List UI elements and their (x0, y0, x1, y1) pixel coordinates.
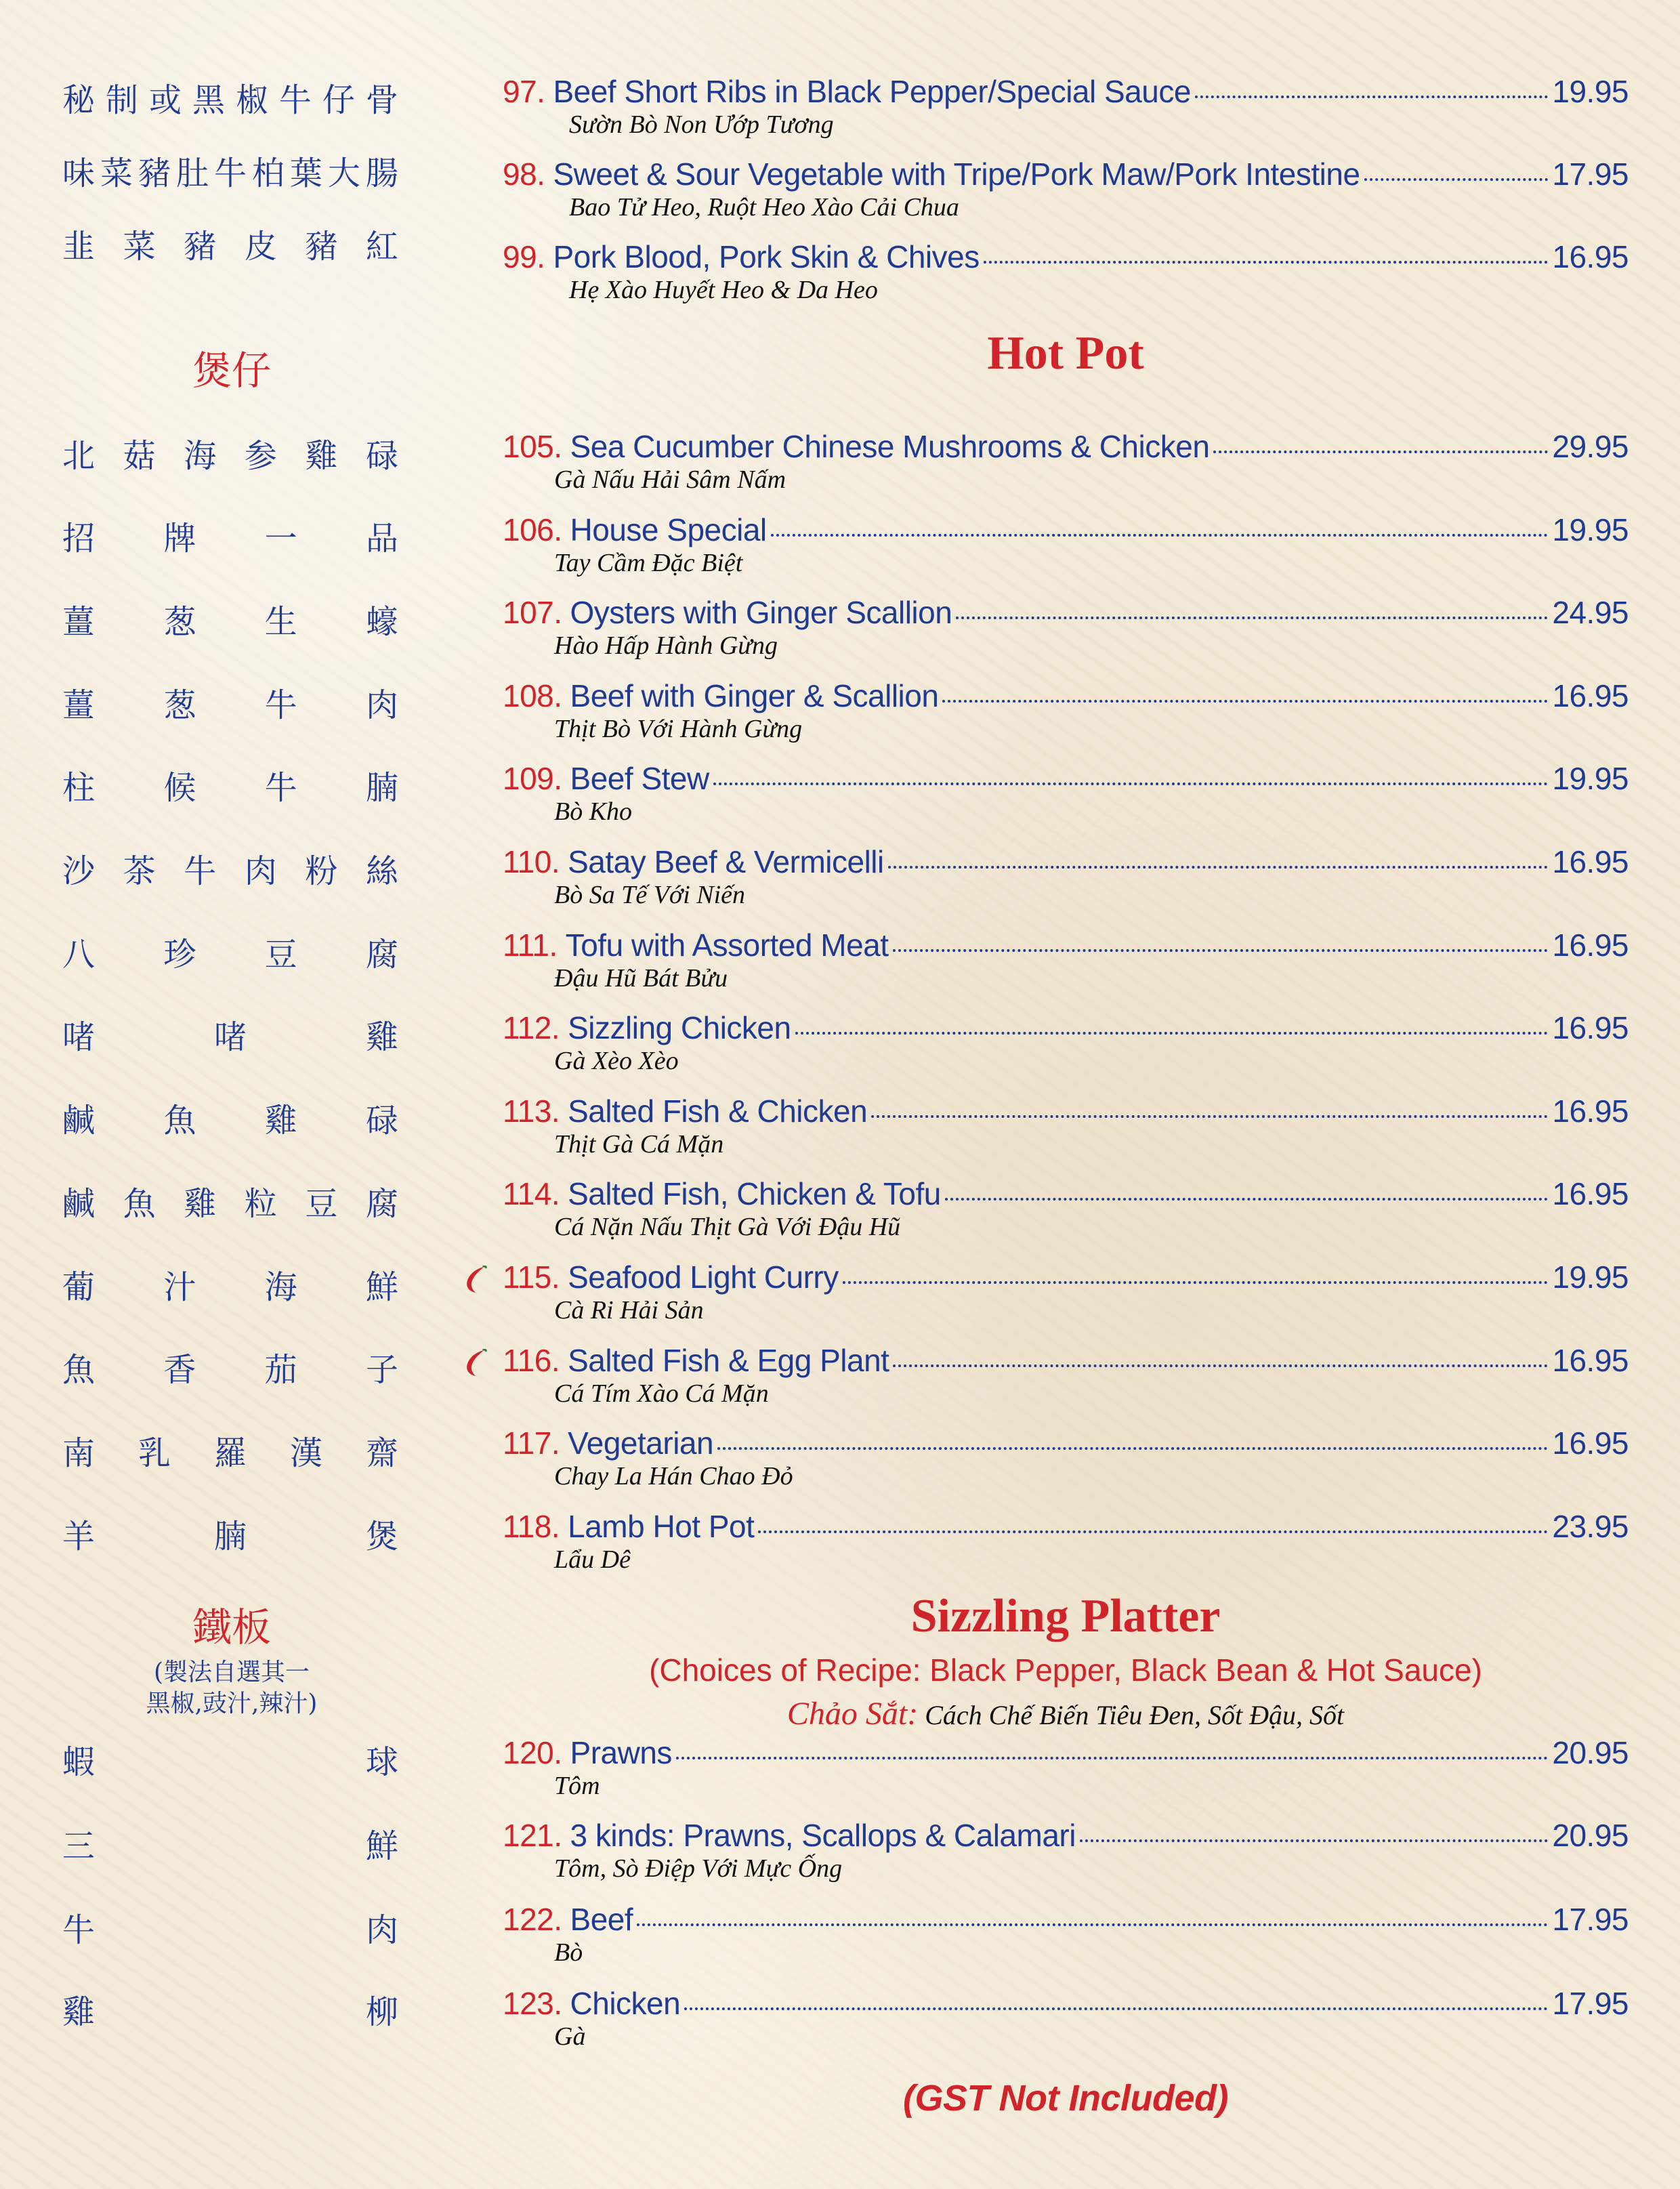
menu-item-number: 122. (503, 1902, 562, 1937)
chinese-character: 豬 (305, 227, 338, 266)
chinese-character: 香 (163, 1351, 196, 1390)
chinese-character: 蝦 (62, 1743, 96, 1781)
sizzling-viet-text: Cách Chế Biến Tiêu Đen, Sốt Đậu, Sốt (925, 1700, 1345, 1730)
chinese-character: 薑 (62, 686, 96, 724)
chinese-character: 肉 (365, 1911, 398, 1949)
chinese-character: 紅 (365, 227, 398, 266)
menu-item-number: 98. (503, 157, 545, 192)
chinese-dish-name (62, 1007, 398, 1062)
menu-item-price: 17.95 (1552, 1986, 1629, 2021)
chinese-dish-name (62, 675, 398, 729)
menu-item-number: 97. (503, 74, 545, 109)
chinese-character: 雞 (365, 1018, 398, 1057)
menu-item-number: 108. (503, 677, 562, 713)
chinese-character: 骨 (365, 81, 398, 119)
menu-item-line (503, 1985, 1629, 2026)
chinese-character: 茶 (123, 852, 156, 890)
chinese-character: 漢 (289, 1434, 322, 1472)
menu-item-number: 123. (503, 1986, 562, 2021)
chinese-character: 腸 (365, 154, 398, 192)
dot-leader (945, 1198, 1549, 1201)
chinese-character: 北 (62, 436, 96, 475)
menu-item-name: Beef with Ginger & Scallion (570, 677, 939, 713)
menu-item-line (503, 1425, 1629, 1465)
menu-item-line (503, 1175, 1629, 1216)
menu-item-vietnamese-name: Hẹ Xào Huyết Heo & Da Heo (569, 276, 878, 304)
chinese-character: 魚 (62, 1351, 96, 1390)
menu-item-vietnamese-name: Cá Tím Xào Cá Mặn (554, 1379, 769, 1408)
chinese-character: 大 (327, 154, 360, 192)
menu-item-vietnamese-name: Thịt Gà Cá Mặn (554, 1129, 724, 1159)
menu-item (503, 512, 1629, 578)
menu-item (503, 1734, 1629, 1801)
chinese-character: 菇 (123, 436, 156, 475)
chinese-heading-hotpot: 煲仔 (192, 348, 271, 394)
chinese-character: 制 (105, 81, 138, 119)
menu-item-price: 16.95 (1552, 1093, 1629, 1129)
chinese-dish-name (62, 1982, 398, 2036)
menu-item-number: 106. (503, 512, 562, 547)
menu-item-name: Prawns (570, 1735, 672, 1770)
chinese-character: 魚 (163, 1102, 196, 1140)
menu-item (503, 1175, 1629, 1242)
chinese-character: 豬 (138, 154, 171, 192)
chinese-character: 薑 (62, 602, 96, 641)
menu-item-price: 19.95 (1552, 74, 1629, 109)
chinese-character: 仔 (322, 81, 355, 119)
menu-item (503, 1259, 1629, 1325)
chinese-character: 韭 (62, 227, 96, 266)
chinese-character: 子 (365, 1351, 398, 1390)
chinese-character: 肉 (244, 852, 277, 890)
chinese-character: 腩 (365, 769, 398, 808)
dot-leader (758, 1530, 1548, 1533)
chinese-character: 羅 (213, 1434, 247, 1472)
chinese-character: 球 (365, 1743, 398, 1781)
chinese-character: 乳 (138, 1434, 171, 1472)
menu-item-vietnamese-name: Chay La Hán Chao Đỏ (554, 1462, 793, 1491)
chinese-character: 雞 (184, 1184, 217, 1223)
chinese-character: 汁 (163, 1268, 196, 1306)
chinese-character: 啫 (62, 1018, 96, 1057)
menu-item (503, 428, 1629, 495)
menu-item-number: 114. (503, 1176, 560, 1212)
chinese-character: 一 (264, 520, 297, 558)
chinese-dish-name (62, 1091, 398, 1145)
menu-item-line (503, 156, 1629, 196)
menu-item-name: Beef Stew (570, 761, 709, 797)
chinese-character: 腐 (365, 935, 398, 974)
menu-item (503, 1342, 1629, 1409)
dot-leader (1195, 96, 1548, 98)
chinese-character: 牛 (264, 769, 297, 808)
chinese-dish-name (62, 216, 398, 270)
dot-leader (984, 261, 1549, 264)
chinese-character: 鹹 (62, 1102, 96, 1140)
chinese-character: 候 (163, 769, 196, 808)
menu-item-price: 16.95 (1552, 844, 1629, 879)
chinese-character: 牛 (62, 1911, 96, 1949)
menu-item (503, 156, 1629, 222)
chinese-character: 味 (62, 154, 96, 192)
chinese-dish-name (62, 1257, 398, 1311)
menu-item-line (503, 1093, 1629, 1133)
menu-item (503, 1009, 1629, 1076)
chinese-sizzling-note-1: (製法自選其一 (153, 1659, 310, 1686)
menu-item-vietnamese-name: Tôm, Sò Điệp Với Mực Ống (554, 1854, 843, 1883)
chinese-character: 齋 (365, 1434, 398, 1472)
menu-item-number: 109. (503, 761, 562, 797)
chinese-character: 豆 (305, 1184, 338, 1223)
dot-leader (893, 949, 1549, 952)
chinese-dish-name (62, 425, 398, 480)
dot-leader (637, 1923, 1548, 1926)
sizzling-section-title: Sizzling Platter (910, 1590, 1221, 1642)
dot-leader (1364, 178, 1549, 181)
menu-item-number: 121. (503, 1818, 562, 1853)
menu-item-price: 19.95 (1552, 761, 1629, 797)
dot-leader (713, 783, 1549, 785)
chinese-character: 柱 (62, 769, 96, 808)
menu-item (503, 1901, 1629, 1967)
menu-item-name: Oysters with Ginger Scallion (570, 595, 952, 631)
menu-item-price: 19.95 (1552, 512, 1629, 547)
chinese-character: 生 (264, 602, 297, 641)
menu-item-price: 20.95 (1552, 1818, 1629, 1853)
dot-leader (771, 534, 1549, 537)
menu-item (503, 677, 1629, 744)
chinese-character: 肉 (365, 686, 398, 724)
menu-item (503, 594, 1629, 661)
menu-item-price: 19.95 (1552, 1259, 1629, 1295)
menu-item-name: Sweet & Sour Vegetable with Tripe/Pork Maw/Pork Intestine (553, 157, 1360, 192)
menu-item-name: Lamb Hot Pot (568, 1508, 755, 1544)
chinese-dish-name (62, 509, 398, 563)
chinese-character: 鮮 (365, 1268, 398, 1306)
chinese-character: 碌 (365, 436, 398, 475)
dot-leader (795, 1032, 1549, 1035)
chinese-dish-name (62, 841, 398, 896)
menu-item-name: 3 kinds: Prawns, Scallops & Calamari (570, 1818, 1076, 1853)
sizzling-recipe-note: (Choices of Recipe: Black Pepper, Black Bean & Hot Sauce) (649, 1652, 1482, 1688)
chinese-character: 品 (365, 520, 398, 558)
chinese-character: 牛 (278, 81, 312, 119)
chinese-dish-name (62, 70, 398, 124)
menu-item-name: Tofu with Assorted Meat (565, 927, 889, 963)
menu-item-vietnamese-name: Bò Sa Tế Với Niến (554, 881, 746, 909)
menu-item-vietnamese-name: Bò (554, 1938, 583, 1967)
chinese-character: 葱 (163, 602, 196, 641)
menu-item-line (503, 1009, 1629, 1050)
chinese-character: 腩 (213, 1517, 247, 1556)
chinese-dish-name (62, 1732, 398, 1786)
menu-item-name: Seafood Light Curry (568, 1259, 839, 1295)
gst-note: (GST Not Included) (903, 2078, 1228, 2119)
menu-item-line (503, 1734, 1629, 1775)
menu-item-number: 99. (503, 239, 545, 274)
chili-pepper-icon (463, 1266, 488, 1294)
chinese-character: 絲 (365, 852, 398, 890)
chinese-character: 煲 (365, 1517, 398, 1556)
menu-item (503, 238, 1629, 305)
menu-item (503, 1985, 1629, 2051)
dot-leader (871, 1115, 1548, 1118)
chinese-dish-name (62, 1506, 398, 1560)
menu-item-price: 29.95 (1552, 429, 1629, 464)
menu-item-name: Satay Beef & Vermicelli (568, 844, 884, 879)
chinese-character: 豬 (184, 227, 217, 266)
menu-item-price: 16.95 (1552, 677, 1629, 713)
chinese-dish-name (62, 1423, 398, 1477)
menu-item-price: 17.95 (1552, 1902, 1629, 1937)
menu-item-line (503, 1342, 1629, 1383)
menu-item-line (503, 512, 1629, 552)
menu-item-vietnamese-name: Tay Cầm Đặc Biệt (554, 548, 743, 577)
chinese-character: 鮮 (365, 1827, 398, 1865)
menu-item-name: Pork Blood, Pork Skin & Chives (553, 239, 980, 274)
menu-item (503, 1425, 1629, 1491)
sizzling-viet-label: Chảo Sắt: (786, 1696, 919, 1732)
menu-item (503, 1508, 1629, 1575)
chinese-character: 葡 (62, 1268, 96, 1306)
menu-item-number: 120. (503, 1735, 562, 1770)
menu-item-number: 112. (503, 1010, 560, 1046)
chinese-dish-name (62, 143, 398, 197)
chinese-character: 柳 (365, 1993, 398, 2031)
chinese-character: 羊 (62, 1517, 96, 1556)
menu-item-line (503, 428, 1629, 469)
menu-item-vietnamese-name: Bao Tử Heo, Ruột Heo Xào Cải Chua (569, 193, 959, 222)
chinese-character: 豆 (264, 935, 297, 974)
menu-item-number: 116. (503, 1342, 560, 1378)
menu-item-name: Sizzling Chicken (568, 1010, 791, 1046)
menu-item-number: 115. (503, 1259, 560, 1295)
menu-item-line (503, 73, 1629, 114)
menu-item-price: 23.95 (1552, 1508, 1629, 1544)
chinese-character: 鹹 (62, 1184, 96, 1223)
chinese-dish-name (62, 591, 398, 646)
menu-item-line (503, 1901, 1629, 1942)
menu-item (503, 1817, 1629, 1883)
dot-leader (717, 1447, 1548, 1450)
menu-item-vietnamese-name: Đậu Hũ Bát Bửu (554, 963, 728, 993)
menu-item-vietnamese-name: Gà (554, 2022, 586, 2051)
chinese-character: 牌 (163, 520, 196, 558)
chinese-dish-name (62, 1816, 398, 1870)
chinese-character: 雞 (62, 1993, 96, 2031)
menu-item-price: 16.95 (1552, 239, 1629, 274)
menu-item-name: Chicken (570, 1986, 681, 2021)
menu-item-price: 16.95 (1552, 1176, 1629, 1212)
menu-item-vietnamese-name: Cà Ri Hải Sản (554, 1296, 704, 1325)
menu-item-name: Salted Fish & Chicken (568, 1093, 868, 1129)
chinese-character: 牛 (184, 852, 217, 890)
chinese-character: 海 (264, 1268, 297, 1306)
menu-item-price: 16.95 (1552, 1342, 1629, 1378)
chinese-sizzling-note-2: 黑椒,豉汁,辣汁) (146, 1690, 318, 1717)
chinese-character: 海 (184, 436, 217, 475)
menu-item-name: Salted Fish, Chicken & Tofu (568, 1176, 941, 1212)
menu-item-name: House Special (570, 512, 767, 547)
menu-item-number: 113. (503, 1093, 560, 1129)
chinese-dish-name (62, 1900, 398, 1954)
dot-leader (1080, 1839, 1548, 1842)
chinese-character: 秘 (62, 81, 96, 119)
menu-item-price: 16.95 (1552, 1425, 1629, 1461)
menu-item-number: 107. (503, 595, 562, 631)
dot-leader (676, 1757, 1548, 1759)
menu-item-line (503, 238, 1629, 279)
chinese-heading-sizzling: 鐵板 (192, 1604, 271, 1650)
menu-item-vietnamese-name: Cá Nặn Nấu Thịt Gà Với Đậu Hũ (554, 1213, 901, 1242)
menu-item-vietnamese-name: Hào Hấp Hành Gừng (554, 631, 778, 661)
menu-item-line (503, 760, 1629, 801)
menu-item-name: Beef Short Ribs in Black Pepper/Special Sauce (553, 74, 1191, 109)
menu-item-price: 16.95 (1552, 927, 1629, 963)
chinese-character: 参 (244, 436, 277, 475)
menu-item-vietnamese-name: Gà Xèo Xèo (554, 1047, 679, 1076)
chinese-character: 粉 (305, 852, 338, 890)
dot-leader (684, 2007, 1548, 2010)
menu-item-line (503, 1259, 1629, 1299)
menu-item-name: Salted Fish & Egg Plant (568, 1342, 889, 1378)
chinese-character: 珍 (163, 935, 196, 974)
menu-item-price: 16.95 (1552, 1010, 1629, 1046)
chinese-character: 粒 (244, 1184, 277, 1223)
menu-item-line (503, 677, 1629, 718)
menu-item-line (503, 1508, 1629, 1549)
chinese-dish-name (62, 1173, 398, 1228)
menu-item-name: Vegetarian (568, 1425, 714, 1461)
menu-item-name: Beef (570, 1902, 633, 1937)
menu-item-line (503, 927, 1629, 967)
chinese-character: 雞 (264, 1102, 297, 1140)
dot-leader (888, 866, 1549, 869)
menu-item (503, 73, 1629, 140)
chinese-character: 菜 (123, 227, 156, 266)
chinese-character: 啫 (213, 1018, 247, 1057)
chinese-character: 腐 (365, 1184, 398, 1223)
menu-item (503, 1093, 1629, 1159)
chinese-character: 牛 (264, 686, 297, 724)
chinese-character: 雞 (305, 436, 338, 475)
menu-item (503, 927, 1629, 993)
menu-item-line (503, 843, 1629, 884)
chinese-character: 肚 (175, 154, 209, 192)
dot-leader (956, 617, 1548, 619)
chinese-character: 黑 (192, 81, 225, 119)
menu-item-name: Sea Cucumber Chinese Mushrooms & Chicken (570, 429, 1210, 464)
chinese-character: 椒 (235, 81, 268, 119)
chinese-character: 柏 (251, 154, 285, 192)
hotpot-section-title: Hot Pot (987, 327, 1144, 379)
sizzling-viet-note (503, 1695, 1629, 1732)
chinese-character: 葉 (289, 154, 322, 192)
chili-pepper-icon (463, 1349, 488, 1377)
chinese-dish-name (62, 924, 398, 978)
menu-item (503, 760, 1629, 827)
chinese-character: 招 (62, 520, 96, 558)
chinese-character: 魚 (123, 1184, 156, 1223)
menu-item-number: 111. (503, 927, 558, 963)
menu-item-number: 110. (503, 844, 560, 879)
chinese-character: 碌 (365, 1102, 398, 1140)
chinese-character: 菜 (100, 154, 133, 192)
chinese-character: 沙 (62, 852, 96, 890)
chinese-character: 茄 (264, 1351, 297, 1390)
chinese-character: 或 (148, 81, 182, 119)
dot-leader (843, 1281, 1549, 1284)
chinese-character: 三 (62, 1827, 96, 1865)
menu-item-number: 117. (503, 1425, 560, 1461)
chinese-dish-name (62, 758, 398, 812)
menu-item-price: 20.95 (1552, 1735, 1629, 1770)
chinese-dish-name (62, 1340, 398, 1394)
dot-leader (1213, 451, 1548, 453)
chinese-character: 葱 (163, 686, 196, 724)
menu-item-price: 24.95 (1552, 595, 1629, 631)
menu-item-line (503, 594, 1629, 635)
menu-item-vietnamese-name: Sườn Bò Non Ướp Tương (569, 110, 834, 139)
menu-item (503, 843, 1629, 910)
dot-leader (893, 1364, 1548, 1367)
menu-item-number: 118. (503, 1508, 560, 1544)
dot-leader (942, 700, 1548, 703)
chinese-character: 南 (62, 1434, 96, 1472)
menu-item-vietnamese-name: Gà Nấu Hải Sâm Nấm (554, 465, 786, 494)
menu-item-line (503, 1817, 1629, 1858)
chinese-character: 八 (62, 935, 96, 974)
chinese-character: 蠔 (365, 602, 398, 641)
menu-item-vietnamese-name: Bò Kho (554, 797, 633, 827)
chinese-character: 皮 (244, 227, 277, 266)
menu-item-number: 105. (503, 429, 562, 464)
menu-item-vietnamese-name: Tôm (554, 1772, 600, 1800)
chinese-character: 牛 (213, 154, 247, 192)
menu-item-vietnamese-name: Thịt Bò Với Hành Gừng (554, 714, 803, 743)
menu-item-vietnamese-name: Lẩu Dê (554, 1545, 631, 1574)
menu-item-price: 17.95 (1552, 157, 1629, 192)
